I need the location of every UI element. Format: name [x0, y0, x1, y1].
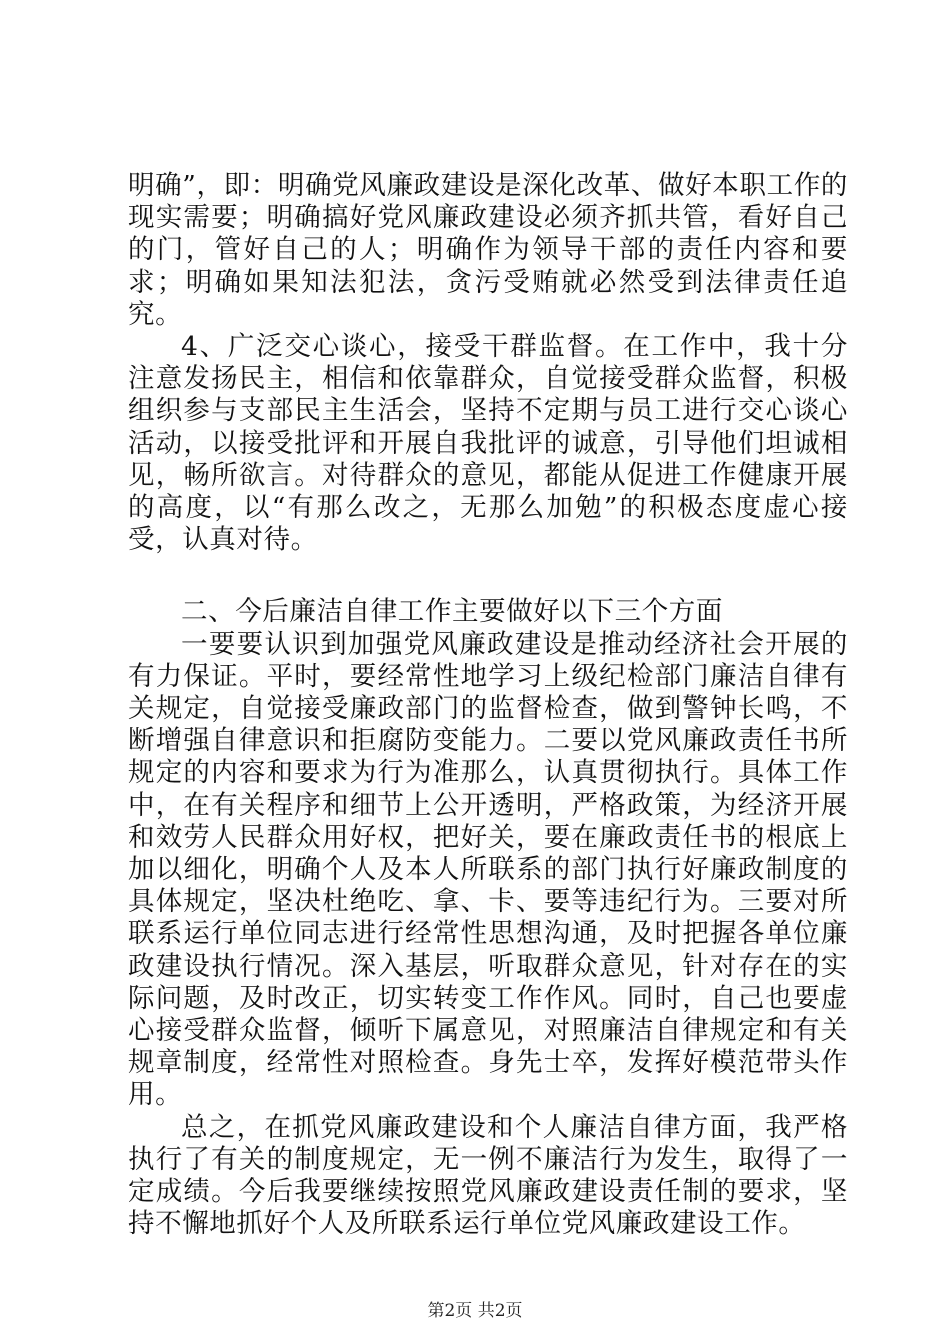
paragraph-conclusion: 总之，在抓党风廉政建设和个人廉洁自律方面，我严格执行了有关的制度规定，无一例不廉洁行为发生，取得了一定成绩。今后我要继续按照党风廉政建设责任制的要求，坚持不懈地抓好个人及所联系运行单位党风廉政建设工作。: [128, 1111, 848, 1240]
section-heading-future-work: 二、今后廉洁自律工作主要做好以下三个方面: [181, 596, 723, 628]
paragraph-three-requirements: 一要要认识到加强党风廉政建设是推动经济社会开展的有力保证。平时，要经常性地学习上级纪检部门廉洁自律有关规定，自觉接受廉政部门的监督检查，做到警钟长鸣，不断增强自律意识和拒腐防变能力。二要以党风廉政责任书所规定的内容和要求为行为准那么，认真贯彻执行。具体工作中，在有关程序和细节上公开透明，严格政策，为经济开展和效劳人民群众用好权，把好关，要在廉政责任书的根底上加以细化，明确个人及本人所联系的部门执行好廉政制度的具体规定，坚决杜绝吃、拿、卡、要等违纪行为。三要对所联系运行单位同志进行经常性思想沟通，及时把握各单位廉政建设执行情况。深入基层，听取群众意见，针对存在的实际问题，及时改正，切实转变工作作风。同时，自己也要虚心接受群众监督，倾听下属意见，对照廉洁自律规定和有关规章制度，经常性对照检查。身先士卒，发挥好模范带头作用。: [128, 628, 848, 1111]
paragraph-clarify-responsibilities: 明确”，即：明确党风廉政建设是深化改革、做好本职工作的现实需要；明确搞好党风廉政建设必须齐抓共管，看好自己的门，管好自己的人；明确作为领导干部的责任内容和要求；明确如果知法犯法，贪污受贿就必然受到法律责任追究。: [128, 170, 848, 330]
document-body: [128, 170, 848, 1241]
paragraph-spacer: [128, 556, 848, 596]
paragraph-heart-to-heart-talks: 4、广泛交心谈心，接受干群监督。在工作中，我十分注意发扬民主，相信和依靠群众，自觉接受群众监督，积极组织参与支部民主生活会，坚持不定期与员工进行交心谈心活动，以接受批评和开展自我批评的诚意，引导他们坦诚相见，畅所欲言。对待群众的意见，都能从促进工作健康开展的高度，以“有那么改之，无那么加勉”的积极态度虚心接受，认真对待。: [128, 331, 848, 556]
page-number-footer: 第2页 共2页: [427, 1301, 523, 1321]
